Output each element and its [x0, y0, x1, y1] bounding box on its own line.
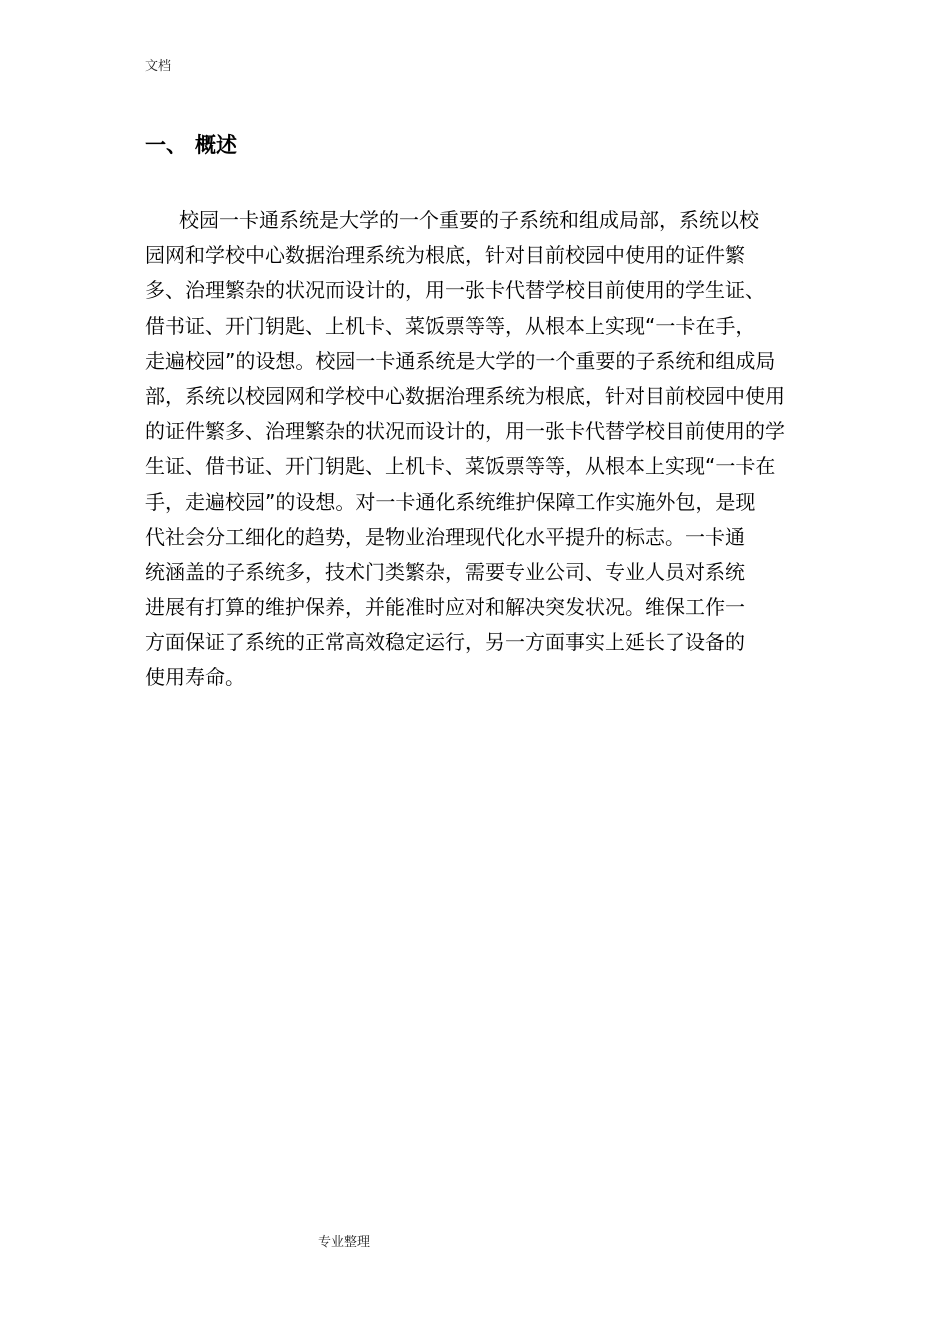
section-title: 概述: [195, 133, 237, 157]
paragraph-line: 进展有打算的维护保养，并能准时应对和解决突发状况。维保工作一: [145, 595, 745, 620]
paragraph-line: 走遍校园”的设想。校园一卡通系统是大学的一个重要的子系统和组成局: [145, 348, 776, 373]
page-header: 文档: [145, 59, 172, 74]
section-heading: [145, 130, 237, 160]
paragraph-line: 的证件繁多、治理繁杂的状况而设计的，用一张卡代替学校目前使用的学: [145, 419, 785, 444]
paragraph-line: 借书证、开门钥匙、上机卡、菜饭票等等，从根本上实现“一卡在手，: [145, 313, 756, 338]
paragraph-line: 校园一卡通系统是大学的一个重要的子系统和组成局部，系统以校: [179, 208, 759, 232]
page-footer: 专业整理: [318, 1235, 371, 1250]
paragraph-line: 手，走遍校园”的设想。对一卡通化系统维护保障工作实施外包，是现: [145, 489, 756, 514]
paragraph-line: 部，系统以校园网和学校中心数据治理系统为根底，针对目前校园中使用: [145, 383, 785, 408]
paragraph-line: 生证、借书证、开门钥匙、上机卡、菜饭票等等，从根本上实现“一卡在: [145, 454, 776, 479]
paragraph-line: 多、治理繁杂的状况而设计的，用一张卡代替学校目前使用的学生证、: [145, 278, 765, 303]
paragraph-line: 方面保证了系统的正常高效稳定运行，另一方面事实上延长了设备的: [145, 630, 745, 655]
body-paragraph: [145, 203, 820, 696]
section-number: 一、: [145, 133, 187, 157]
paragraph-line: 代社会分工细化的趋势，是物业治理现代化水平提升的标志。一卡通: [145, 524, 745, 549]
paragraph-line: 统涵盖的子系统多，技术门类繁杂，需要专业公司、专业人员对系统: [145, 559, 745, 584]
paragraph-line: 使用寿命。: [145, 665, 245, 690]
paragraph-line: 园网和学校中心数据治理系统为根底，针对目前校园中使用的证件繁: [145, 243, 745, 268]
